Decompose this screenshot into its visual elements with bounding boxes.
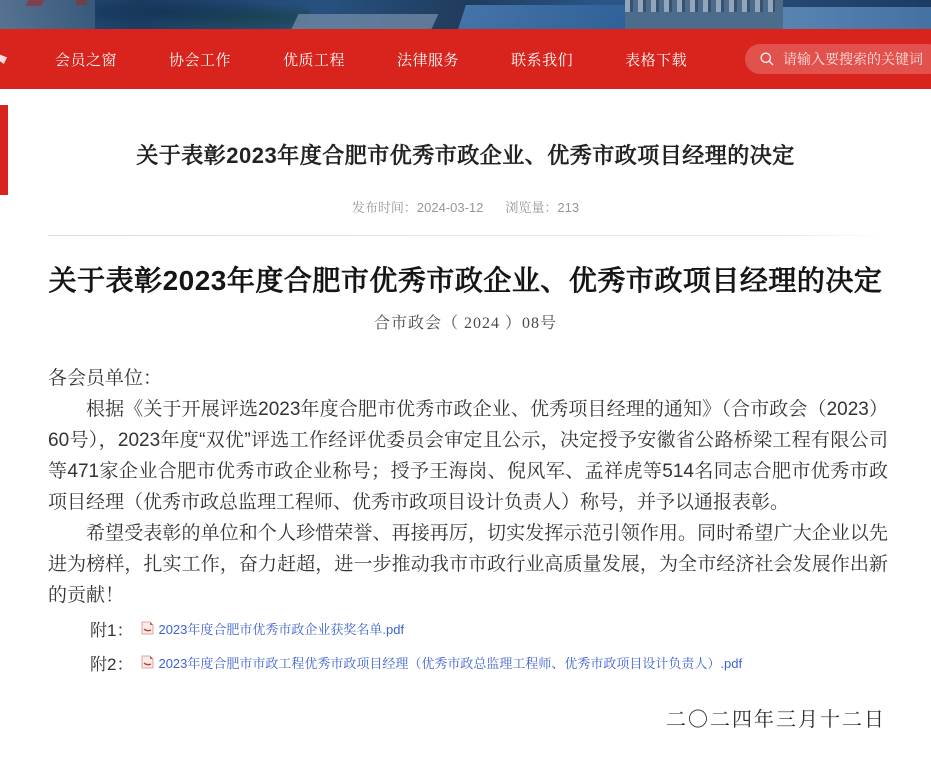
page-title: 关于表彰2023年度合肥市优秀市政企业、优秀市政项目经理的决定 (136, 143, 795, 168)
banner-tint-overlay (0, 0, 931, 29)
section-divider (48, 235, 888, 236)
pdf-icon (141, 655, 154, 669)
paragraph-salutation: 各会员单位： (48, 368, 163, 389)
nav-item-contact-us[interactable]: 联系我们 (511, 51, 574, 69)
nav-items (55, 29, 739, 89)
main-navbar (0, 29, 931, 89)
attachment-row (0, 611, 931, 645)
attachment-link-1[interactable] (141, 619, 404, 638)
nav-item-association-work[interactable]: 协会工作 (169, 51, 232, 69)
pdf-icon (141, 621, 154, 635)
attachment-label: 附1： (90, 620, 134, 640)
article-meta (0, 197, 931, 216)
banner-photo (0, 0, 931, 29)
views-value: 213 (557, 200, 580, 215)
attachment-filename: 2023年度合肥市市政工程优秀市政项目经理（优秀市政总监理工程师、优秀市政项目设计负责人）.pdf (158, 655, 743, 671)
paragraph-body-1: 根据《关于开展评选2023年度合肥市优秀市政企业、优秀项目经理的通知》（合市政会（2023）60号），2023年度“双优”评选工作经评优委员会审定且公示，决定授予安徽省公路桥梁工程有限公司等471家企业合肥市优秀市政企业称号；授予王海岗、倪风军、孟祥虎等514名同志合肥市优秀市政项目经理（优秀市政总监理工程师、优秀市政项目设计负责人）称号，并予以通报表彰。 (48, 399, 888, 513)
article-date: 二〇二四年三月十二日 (666, 709, 886, 731)
paragraph-body-2: 希望受表彰的单位和个人珍惜荣誉、再接再厉，切实发挥示范引领作用。同时希望广大企业以先进为榜样，扎实工作，奋力赶超，进一步推动我市市政行业高质量发展，为全市经济社会发展作出新的贡献！ (48, 523, 888, 606)
article-title: 关于表彰2023年度合肥市优秀市政企业、优秀市政项目经理的决定 (48, 265, 883, 296)
document-number: 合市政会（ 2024 ）08号 (373, 315, 557, 332)
nav-clipped-item (0, 53, 7, 64)
attachment-filename: 2023年度合肥市优秀市政企业获奖名单.pdf (158, 621, 405, 637)
attachment-label: 附2： (90, 654, 134, 674)
left-accent-bar (0, 105, 8, 195)
article-body (0, 363, 931, 611)
nav-item-member-window[interactable]: 会员之窗 (55, 51, 118, 69)
nav-item-legal-services[interactable]: 法律服务 (397, 51, 460, 69)
nav-item-form-downloads[interactable]: 表格下载 (625, 51, 688, 69)
search-input[interactable] (783, 51, 931, 67)
publish-time-label: 发布时间： (351, 200, 417, 215)
publish-time-value: 2024-03-12 (416, 200, 484, 215)
attachment-link-2[interactable] (141, 653, 742, 672)
search-icon (759, 51, 775, 67)
search-box[interactable] (745, 44, 931, 74)
views-label: 浏览量： (505, 200, 558, 215)
nav-item-quality-projects[interactable]: 优质工程 (283, 51, 346, 69)
attachment-row (0, 645, 931, 679)
